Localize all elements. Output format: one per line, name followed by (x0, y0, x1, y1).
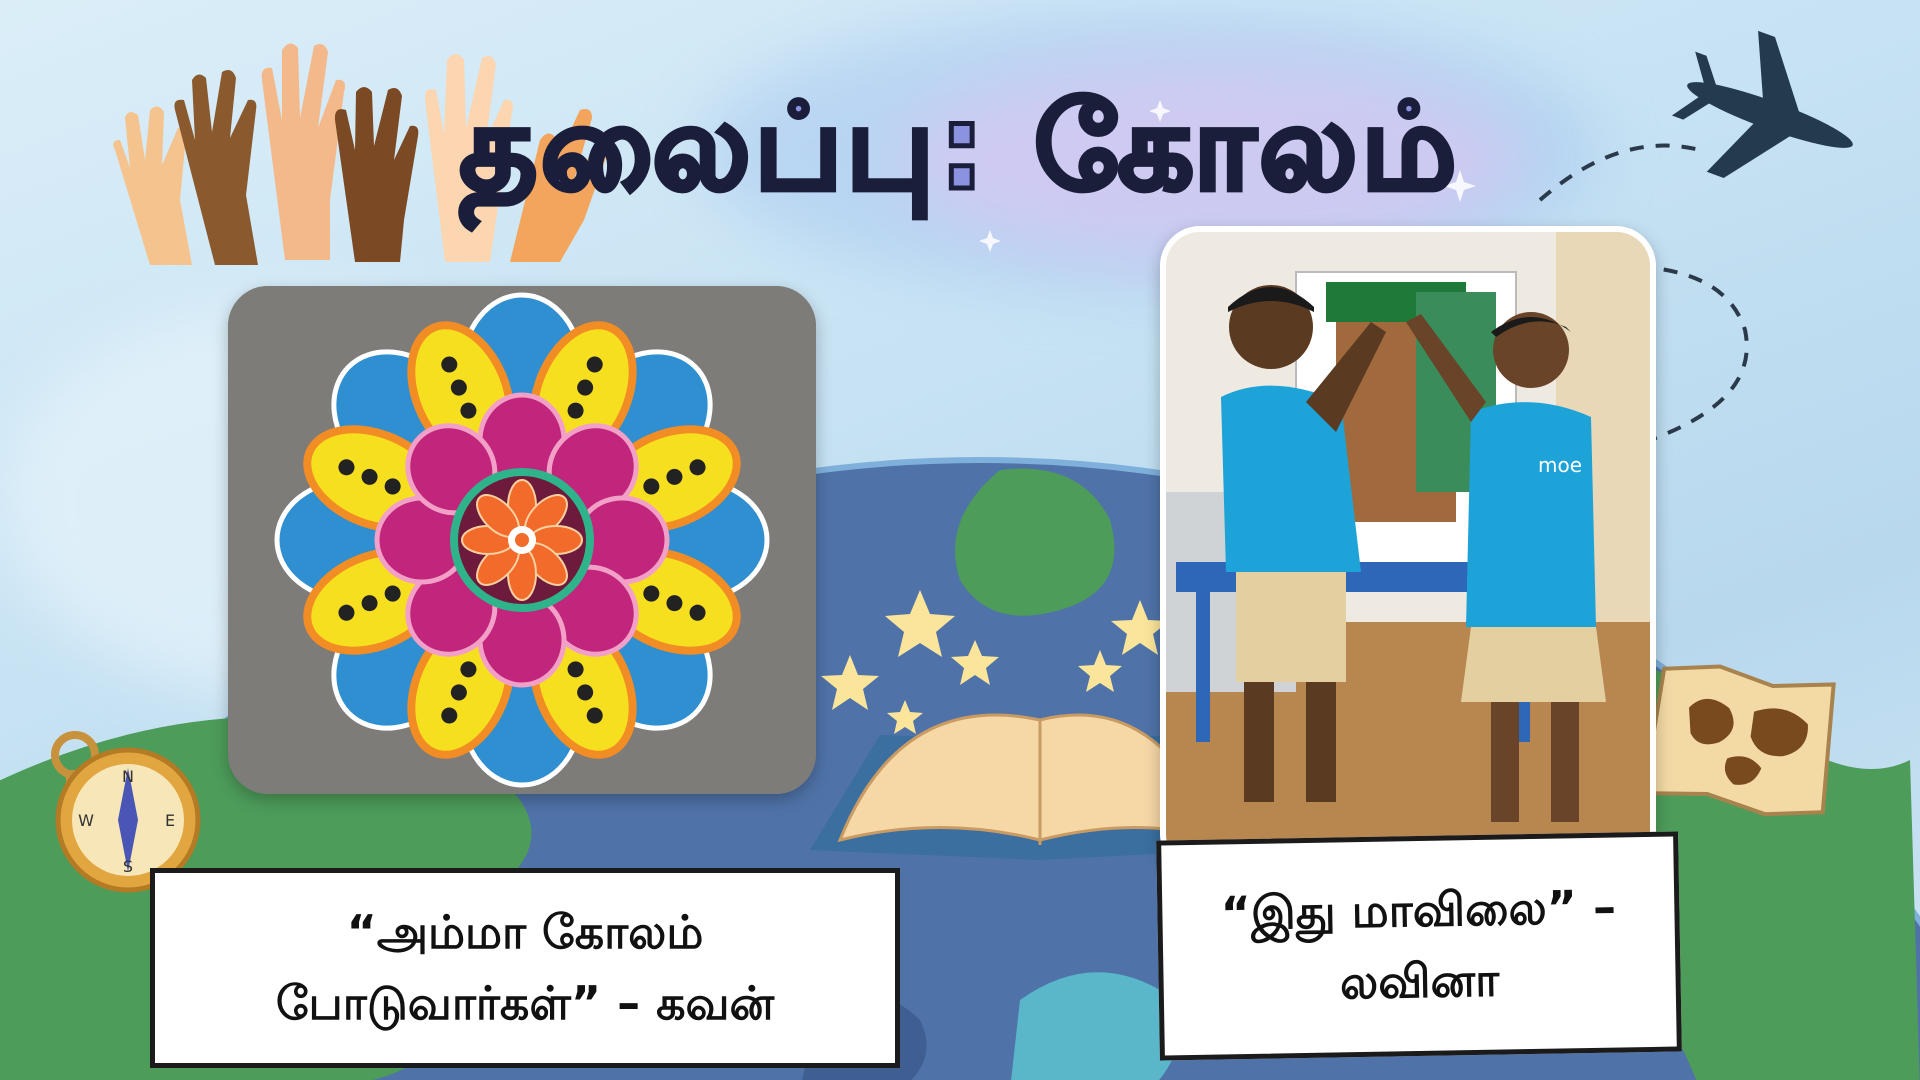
caption-left (150, 868, 900, 1068)
slide-title: தலைப்பு: கோலம் (460, 78, 1461, 216)
shirt-logo: moe (1538, 453, 1583, 477)
caption-left-line2: போடுவார்கள்” – கவன் (275, 976, 775, 1030)
kolam-photo (228, 286, 816, 794)
caption-right (1156, 831, 1682, 1060)
classroom-scene (1166, 232, 1650, 868)
airplane-icon (1658, 13, 1878, 216)
caption-left-line1: “அம்மா கோலம் (346, 904, 704, 959)
svg-text:N: N (122, 767, 134, 786)
children-photo (1160, 226, 1656, 874)
caption-right-line1: “இது மாவிலை” – (1220, 879, 1617, 941)
svg-text:E: E (164, 811, 176, 830)
caption-right-line2: லவினா (1339, 952, 1500, 1010)
svg-text:W: W (78, 811, 94, 830)
kolam-artwork (228, 286, 816, 794)
svg-text:S: S (122, 857, 134, 876)
